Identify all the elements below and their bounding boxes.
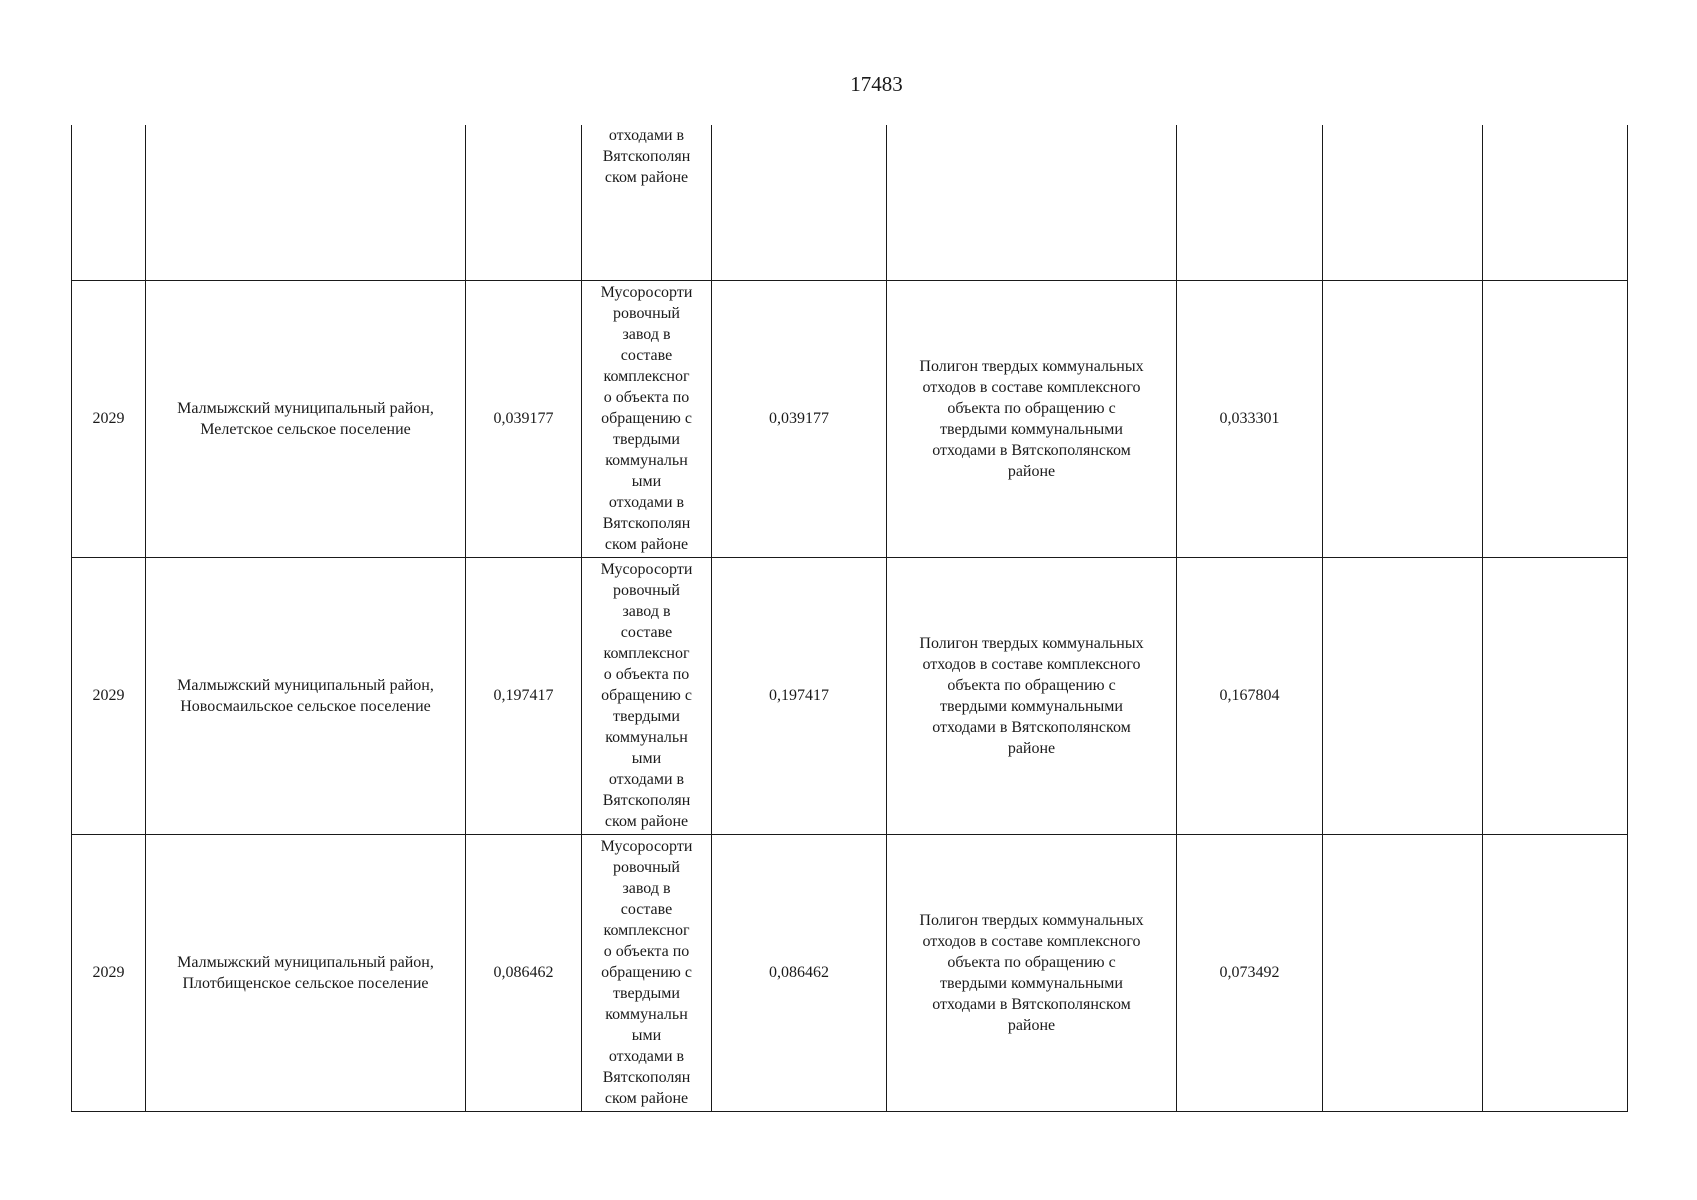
cell-disposed-volume: 0,167804 bbox=[1177, 557, 1323, 834]
cell-text-line: Малмыжский муниципальный район, bbox=[177, 676, 434, 694]
cell-text-line: объекта по обращению с bbox=[947, 953, 1116, 971]
page-number: 17483 bbox=[850, 72, 903, 96]
cell-text-line: Вятскополян bbox=[602, 515, 691, 532]
cell-volume: 0,197417 bbox=[466, 557, 582, 834]
cell-text-line: Мусоросорти bbox=[600, 838, 693, 855]
cell-volume: 0,039177 bbox=[466, 280, 582, 557]
cell-text-line: отходами в bbox=[608, 1048, 685, 1065]
cell-text-line: Вятскополян bbox=[602, 148, 691, 165]
cell-text-line: обращению с bbox=[601, 964, 692, 981]
cell-text-line: ровочный bbox=[613, 859, 680, 876]
cell-landfill bbox=[887, 557, 1177, 834]
cell-text-line: твердыми коммунальными bbox=[940, 974, 1123, 992]
cell-text-line: отходов в составе комплексного bbox=[922, 655, 1141, 673]
cell-territory bbox=[146, 125, 466, 280]
cell-text-line: комплексног bbox=[603, 368, 690, 385]
cell-text-line: отходами в bbox=[608, 494, 685, 511]
cell-text-line: районе bbox=[1007, 462, 1056, 480]
cell-disposed-volume: 0,073492 bbox=[1177, 834, 1323, 1111]
cell-text-line: ровочный bbox=[613, 582, 680, 599]
cell-col8 bbox=[1323, 557, 1483, 834]
cell-text-line: ском районе bbox=[604, 169, 689, 186]
cell-text-line: ском районе bbox=[604, 536, 689, 553]
cell-territory bbox=[146, 834, 466, 1111]
cell-text-line: коммунальн bbox=[605, 452, 688, 469]
cell-volume bbox=[466, 125, 582, 280]
cell-text-line: ском районе bbox=[604, 1090, 689, 1107]
cell-text-line: ском районе bbox=[604, 813, 689, 830]
cell-text-line: Полигон твердых коммунальных bbox=[919, 357, 1144, 375]
cell-volume: 0,086462 bbox=[466, 834, 582, 1111]
cell-text-line: коммунальн bbox=[605, 1006, 688, 1023]
cell-text-line: Новосмаильское сельское поселение bbox=[180, 697, 431, 715]
cell-text-line: завод в bbox=[622, 603, 671, 620]
cell-text-line: Вятскополян bbox=[602, 1069, 691, 1086]
cell-text-line: твердыми bbox=[613, 431, 680, 448]
cell-facility bbox=[582, 557, 712, 834]
cell-text-line: комплексног bbox=[603, 922, 690, 939]
waste-flow-table bbox=[71, 125, 1628, 1112]
cell-processed-volume bbox=[712, 125, 887, 280]
cell-text-line: Полигон твердых коммунальных bbox=[919, 634, 1144, 652]
cell-text-line: районе bbox=[1007, 1016, 1056, 1034]
cell-text-line: Мелетское сельское поселение bbox=[200, 420, 411, 438]
cell-text-line: составе bbox=[620, 347, 673, 364]
cell-text-line: твердыми коммунальными bbox=[940, 420, 1123, 438]
table-row-continuation bbox=[72, 125, 1628, 280]
cell-text-line: отходами в bbox=[608, 127, 685, 144]
cell-facility bbox=[582, 280, 712, 557]
cell-text-line: отходами в Вятскополянском bbox=[932, 995, 1131, 1013]
cell-text-line: завод в bbox=[622, 326, 671, 343]
cell-text-line: Малмыжский муниципальный район, bbox=[177, 953, 434, 971]
cell-text-line: отходами в bbox=[608, 771, 685, 788]
cell-year: 2029 bbox=[72, 557, 146, 834]
cell-text-line: составе bbox=[620, 624, 673, 641]
cell-year: 2029 bbox=[72, 280, 146, 557]
cell-processed-volume: 0,197417 bbox=[712, 557, 887, 834]
cell-col8 bbox=[1323, 125, 1483, 280]
cell-col8 bbox=[1323, 834, 1483, 1111]
cell-processed-volume: 0,086462 bbox=[712, 834, 887, 1111]
cell-text-line: объекта по обращению с bbox=[947, 676, 1116, 694]
cell-text-line: комплексног bbox=[603, 645, 690, 662]
cell-landfill bbox=[887, 834, 1177, 1111]
cell-disposed-volume bbox=[1177, 125, 1323, 280]
cell-text-line: Мусоросорти bbox=[600, 284, 693, 301]
cell-text-line: отходами в Вятскополянском bbox=[932, 718, 1131, 736]
cell-text-line: объекта по обращению с bbox=[947, 399, 1116, 417]
cell-territory bbox=[146, 280, 466, 557]
cell-text-line: о объекта по bbox=[603, 943, 690, 960]
cell-territory bbox=[146, 557, 466, 834]
cell-col9 bbox=[1483, 125, 1628, 280]
cell-col9 bbox=[1483, 280, 1628, 557]
cell-year: 2029 bbox=[72, 834, 146, 1111]
cell-text-line: ыми bbox=[631, 473, 662, 490]
cell-text-line: составе bbox=[620, 901, 673, 918]
cell-text-line: отходами в Вятскополянском bbox=[932, 441, 1131, 459]
cell-text-line: о объекта по bbox=[603, 389, 690, 406]
cell-text-line: завод в bbox=[622, 880, 671, 897]
cell-disposed-volume: 0,033301 bbox=[1177, 280, 1323, 557]
cell-text-line: обращению с bbox=[601, 410, 692, 427]
cell-text-line: ровочный bbox=[613, 305, 680, 322]
cell-text-line: обращению с bbox=[601, 687, 692, 704]
cell-text-line: отходов в составе комплексного bbox=[922, 932, 1141, 950]
cell-year bbox=[72, 125, 146, 280]
cell-text-line: Мусоросорти bbox=[600, 561, 693, 578]
cell-text-line: районе bbox=[1007, 739, 1056, 757]
cell-processed-volume: 0,039177 bbox=[712, 280, 887, 557]
cell-col9 bbox=[1483, 834, 1628, 1111]
cell-text-line: Малмыжский муниципальный район, bbox=[177, 399, 434, 417]
cell-text-line: твердыми bbox=[613, 985, 680, 1002]
cell-text-line: Плотбищенское сельское поселение bbox=[182, 974, 429, 992]
cell-text-line: твердыми коммунальными bbox=[940, 697, 1123, 715]
table-row bbox=[72, 280, 1628, 557]
table-row bbox=[72, 834, 1628, 1111]
cell-text-line: Вятскополян bbox=[602, 792, 691, 809]
cell-facility bbox=[582, 834, 712, 1111]
cell-landfill bbox=[887, 280, 1177, 557]
cell-text-line: Полигон твердых коммунальных bbox=[919, 911, 1144, 929]
cell-text-line: коммунальн bbox=[605, 729, 688, 746]
cell-text-line: о объекта по bbox=[603, 666, 690, 683]
cell-col9 bbox=[1483, 557, 1628, 834]
cell-text-line: отходов в составе комплексного bbox=[922, 378, 1141, 396]
cell-text-line: твердыми bbox=[613, 708, 680, 725]
cell-col8 bbox=[1323, 280, 1483, 557]
cell-text-line: ыми bbox=[631, 750, 662, 767]
cell-facility bbox=[582, 125, 712, 280]
table-row bbox=[72, 557, 1628, 834]
cell-landfill bbox=[887, 125, 1177, 280]
cell-text-line: ыми bbox=[631, 1027, 662, 1044]
